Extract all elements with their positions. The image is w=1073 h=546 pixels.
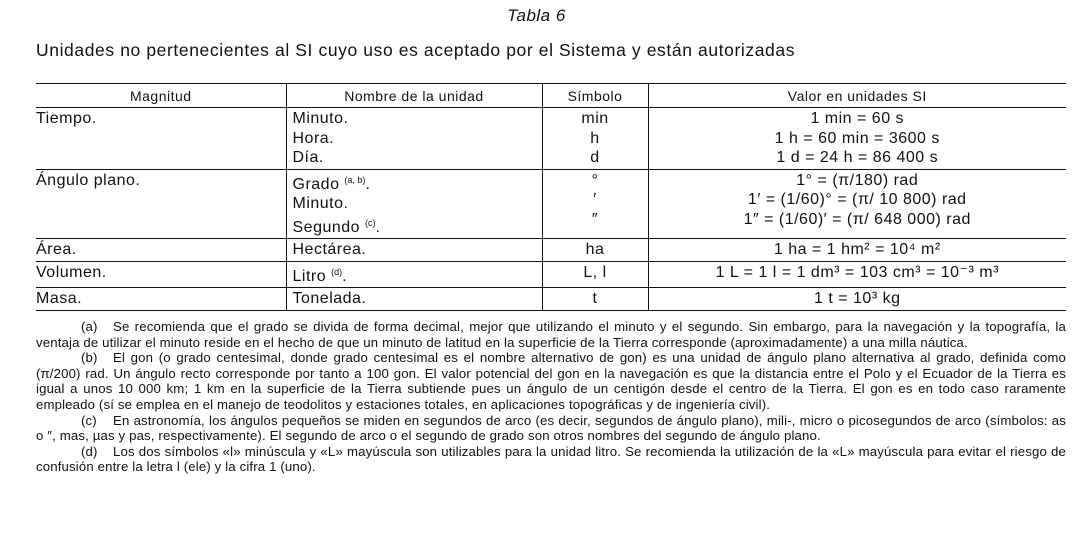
table-heading: Unidades no pertenecientes al SI cuyo uso es aceptado por el Sistema y están autorizadas xyxy=(36,40,796,60)
unit-name: Segundo xyxy=(292,218,361,236)
magnitud-label: Masa. xyxy=(36,290,83,307)
unit-symbol: h xyxy=(590,129,600,147)
footnote-ref: (c) xyxy=(365,217,376,228)
unit-symbol: ′ xyxy=(593,191,597,208)
unit-name-line xyxy=(293,214,536,238)
footnote-tag: (d) xyxy=(81,443,98,459)
cell-nombre xyxy=(286,239,542,262)
footnote-tag: (a) xyxy=(81,319,98,334)
si-value: 1′ = (1/60)° = (π/ 10 800) rad xyxy=(747,191,967,208)
unit-symbol: ha xyxy=(585,241,605,258)
cell-simbolo xyxy=(542,261,648,288)
header-nombre: Nombre de la unidad xyxy=(286,84,542,108)
header-simbolo: Símbolo xyxy=(542,84,648,108)
unit-name-period: . xyxy=(365,175,371,193)
table-row-tiempo xyxy=(36,108,1066,170)
cell-simbolo xyxy=(542,288,648,311)
unit-name: Minuto. xyxy=(292,195,349,212)
cell-magnitud xyxy=(36,261,286,288)
unit-name-line xyxy=(293,263,536,287)
magnitud-label: Volumen. xyxy=(36,263,107,281)
cell-valor xyxy=(648,261,1066,288)
si-value: 1″ = (1/60)′ = (π/ 648 000) rad xyxy=(743,210,971,228)
footnote xyxy=(36,319,1066,350)
table-caption: Tabla 6 xyxy=(507,6,566,25)
cell-nombre xyxy=(286,261,542,288)
cell-magnitud xyxy=(36,288,286,311)
unit-name-line xyxy=(293,171,536,195)
unit-symbol: ° xyxy=(591,171,599,189)
cell-nombre xyxy=(286,288,542,311)
footnote-tag: (b) xyxy=(81,350,98,366)
unit-symbol: ″ xyxy=(591,210,599,228)
unit-name: Día. xyxy=(292,149,324,166)
magnitud-label: Área. xyxy=(36,241,77,258)
footnote xyxy=(36,413,1066,444)
cell-simbolo xyxy=(542,239,648,262)
footnote-ref: (d) xyxy=(331,266,343,277)
si-value: 1 L = 1 l = 1 dm³ = 103 cm³ = 10⁻³ m³ xyxy=(715,263,999,281)
footnote xyxy=(36,350,1066,412)
unit-name: Minuto. xyxy=(292,110,349,127)
si-value: 1 d = 24 h = 86 400 s xyxy=(776,149,939,166)
si-value: 1 ha = 1 hm² = 10⁴ m² xyxy=(773,241,941,258)
magnitud-label: Tiempo. xyxy=(36,110,97,127)
cell-valor xyxy=(648,108,1066,170)
table-row-masa xyxy=(36,288,1066,311)
unit-symbol: t xyxy=(592,290,598,307)
footnote xyxy=(36,444,1066,475)
unit-name: Hectárea. xyxy=(292,241,367,258)
unit-name: Grado xyxy=(292,175,340,193)
unit-name: Tonelada. xyxy=(292,290,367,307)
footnote-text: En astronomía, los ángulos pequeños se miden en segundos de arco (es decir, segundos de ángulo plano), mili-, micro o picosegundos de arco (símbolos: as o ″, mas, µas y pas, respectivamente). El segundo de arco o el segundo de grado son otros nombres del segundo de ángulo plano. xyxy=(36,412,1066,444)
cell-valor xyxy=(648,288,1066,311)
si-value: 1 t = 10³ kg xyxy=(814,290,901,307)
cell-valor xyxy=(648,239,1066,262)
unit-name-period: . xyxy=(342,267,348,285)
si-value: 1 min = 60 s xyxy=(810,110,905,127)
footnote-ref: (a, b) xyxy=(344,174,366,185)
unit-name: Litro xyxy=(292,267,327,285)
si-value: 1 h = 60 min = 3600 s xyxy=(774,129,940,147)
cell-magnitud xyxy=(36,239,286,262)
cell-nombre xyxy=(286,108,542,170)
si-value: 1° = (π/180) rad xyxy=(796,171,919,189)
unit-symbol: L, l xyxy=(583,263,607,281)
header-valor: Valor en unidades SI xyxy=(648,84,1066,108)
cell-nombre xyxy=(286,169,542,239)
table-header-row xyxy=(36,84,1066,108)
magnitud-label: Ángulo plano. xyxy=(36,171,141,189)
unit-symbol: min xyxy=(581,110,609,127)
table-row-angulo-plano xyxy=(36,169,1066,239)
cell-magnitud xyxy=(36,108,286,170)
header-magnitud: Magnitud xyxy=(36,84,286,108)
footnote-text: Se recomienda que el grado se divida de forma decimal, mejor que utilizando el minuto y el segundo. Sin embargo, para la navegación y la topografía, la ventaja de utilizar el minuto reside en el hecho de que un minuto de latitud en la superficie de la Tierra corresponde (aproximadamente) a una milla náutica. xyxy=(36,319,1066,350)
footnotes xyxy=(36,319,1066,475)
footnote-tag: (c) xyxy=(81,412,97,428)
cell-simbolo xyxy=(542,108,648,170)
si-units-table xyxy=(36,83,1066,311)
table-row-volumen xyxy=(36,261,1066,288)
footnote-text: Los dos símbolos «l» minúscula y «L» mayúscula son utilizables para la unidad litro. Se recomienda la utilización de la «L» mayúscula para evitar el riesgo de confusión entre la letra l (ele) y la cifra 1 (uno). xyxy=(36,443,1066,475)
cell-magnitud xyxy=(36,169,286,239)
unit-name: Hora. xyxy=(292,129,335,147)
table-row-area xyxy=(36,239,1066,262)
unit-symbol: d xyxy=(590,149,600,166)
cell-valor xyxy=(648,169,1066,239)
cell-simbolo xyxy=(542,169,648,239)
footnote-text: El gon (o grado centesimal, donde grado centesimal es el nombre alternativo de gon) es una unidad de ángulo plano alternativa al grado, definida como (π/200) rad. Un ángulo recto corresponde por tanto a 100 gon. El valor potencial del gon en la navegación es que la distancia entre el Polo y el Ecuador de la Tierra es igual a unos 10 000 km; 1 km en la superficie de la Tierra subtiende pues un ángulo de un centigón desde el centro de la Tierra. El gon es en todo caso raramente empleado (sí se emplea en el manejo de teodolitos y estaciones totales, en aplicaciones topográficas y de ingeniería civil). xyxy=(36,350,1066,412)
unit-name-period: . xyxy=(375,218,381,236)
